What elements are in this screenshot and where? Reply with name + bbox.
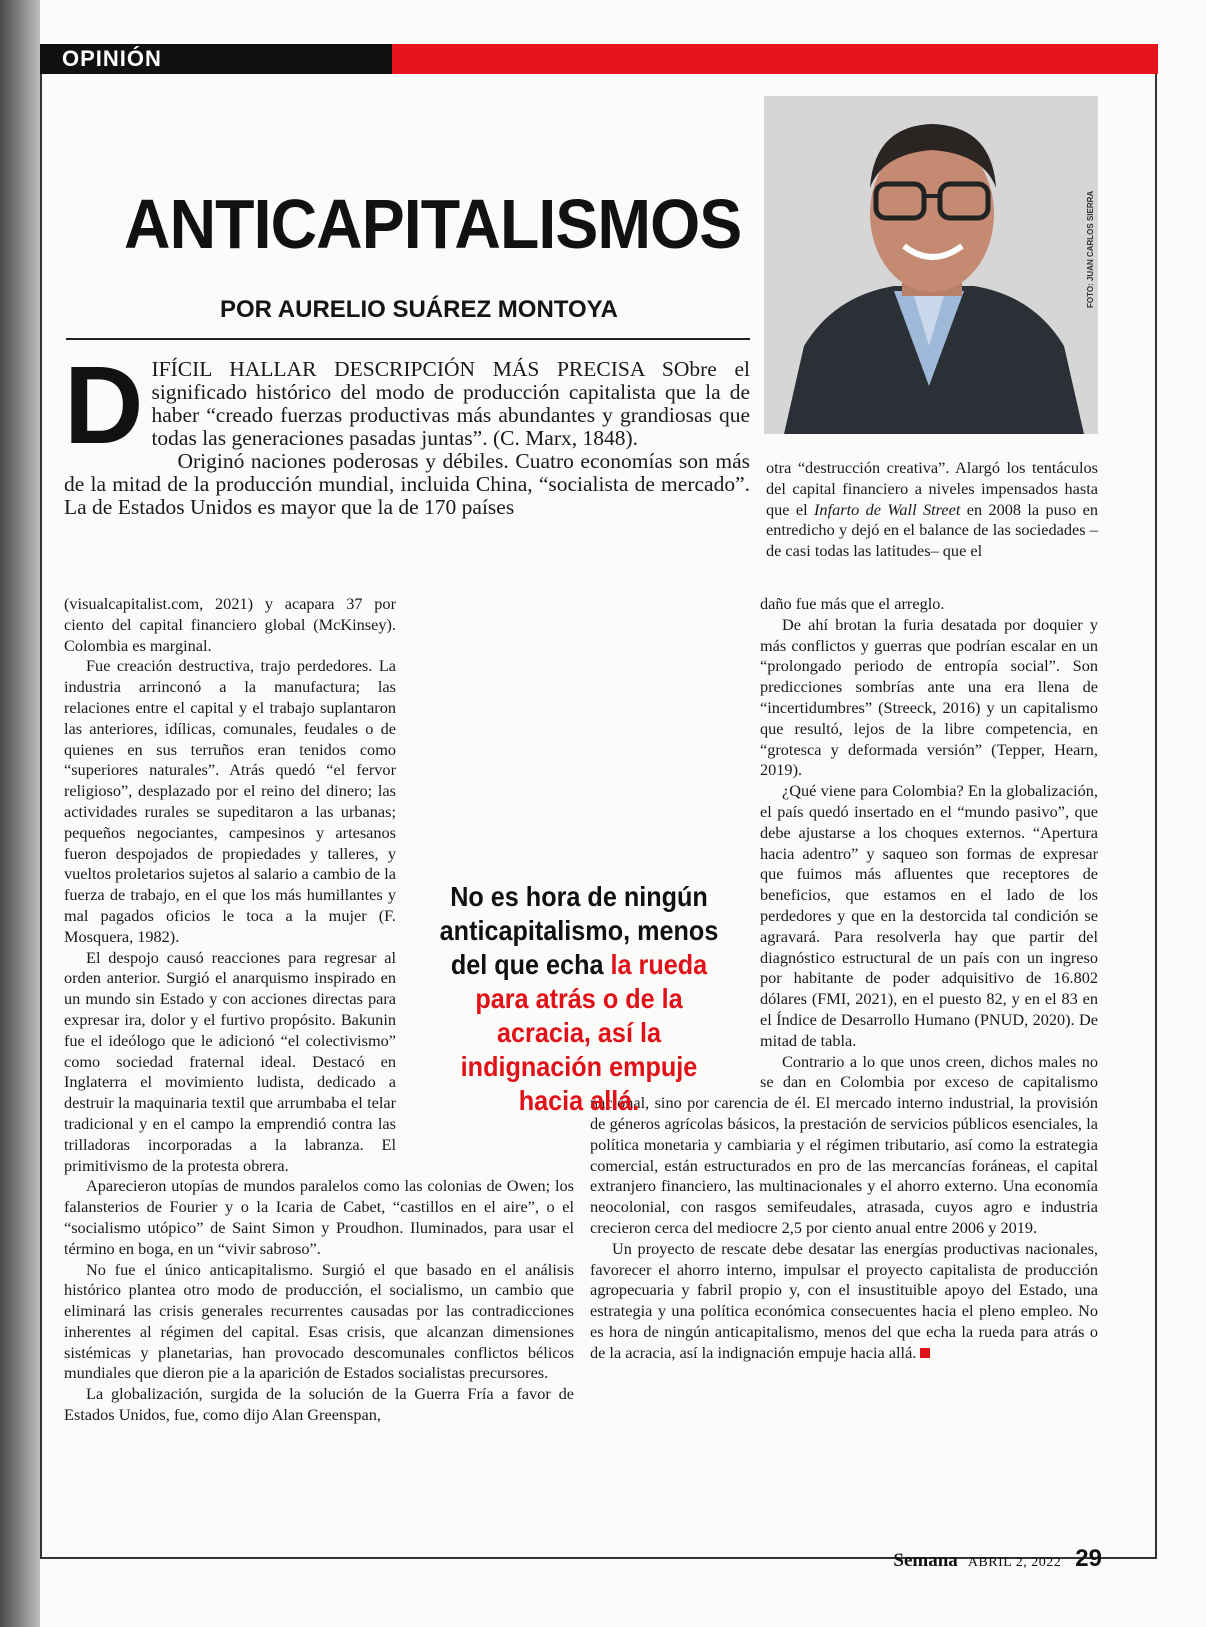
left-paragraph: La globalización, surgida de la solución de la Guerra Fría a favor de Estados Unidos, fue, como dijo Alan Greenspan,	[64, 1384, 574, 1425]
right-paragraph: De ahí brotan la furia desatada por doquier y más conflictos y guerras que podrían escalar en un “prolongado periodo de entropía social”. Son predicciones sombrías ante una era llena de “incertidumbres” (Streeck, 2016) y un capitalismo que resultó, lejos de la libre competencia, en “grotesca y deformada versión” (Tepper, Hearn, 2019).	[760, 614, 1098, 780]
photo-credit: FOTO: JUAN CARLOS SIERRA	[1086, 190, 1095, 308]
left-paragraph: Fue creación destructiva, trajo perdedores. La industria arrinconó a la manufactura; las relaciones entre el capital y el trabajo suplantaron las anteriores, idílicas, comunales, feudales o de quienes en sus terruños eran tenidos como “superiores naturales”. Atrás quedó “el fervor religioso”, desplazado por el reino del dinero; las actividades rurales se supeditaron a las urbanas; pequeños negociantes, campesinos y artesanos fueron despojados de propiedades y talleres, y vueltos proletarios sujetos al salario a cambio de la fuerza de trabajo, en el que los más humillantes y mal pagados oficios le toca a la mujer (F. Mosquera, 1982).	[64, 656, 396, 946]
closing-text: Un proyecto de rescate debe desatar las energías productivas nacionales, favorecer el ahorro interno, impulsar el proyecto capitalista de producción agropecuaria y fabril propio y, con el insustituible apoyo del Estado, una estrategia y una política económica consecuentes hacia el pleno empleo. No es hora de ningún anticapitalismo, menos del que echa la rueda para atrás o de la acracia, así la indignación empuje hacia allá.	[590, 1238, 1098, 1362]
right-paragraph: daño fue más que el arreglo.	[760, 594, 945, 613]
top-right-column	[766, 458, 1098, 562]
lead-paragraphs	[64, 344, 750, 519]
top-right-text-rest: en 2008 la puso en entredicho y dejó en el balance de las sociedades –de casi todas las latitudes– que el	[766, 499, 1098, 561]
pullquote-black: No es hora de ningún anticapitalismo, menos del que echa	[439, 881, 719, 980]
end-mark-icon	[920, 1348, 930, 1358]
right-paragraph: ¿Qué viene para Colombia? En la globalización, el país quedó insertado en el “mundo pasivo”, que debe ajustarse a los choques externos. “Apertura hacia adentro” y saqueo son formas de expresar que fuimos más afluentes que receptores de beneficios, que estamos en el lado de los perdedores y que en la destorcida tal condición se agravará. Para resolverla hay que partir del diagnóstico estructural de un país con un ingreso por habitante de poder adquisitivo de 16.802 dólares (FMI, 2021), en el puesto 82, y en el 83 en el Índice de Desarrollo Humano (PNUD, 2020). De mitad de tabla.	[760, 781, 1098, 1050]
top-right-text: otra “destrucción creativa”. Alargó los tentáculos del capital financiero a niveles impensados hasta que el	[766, 458, 1098, 519]
page-footer	[893, 1545, 1102, 1573]
page-gutter-shadow	[0, 0, 40, 1627]
right-paragraph: Contrario a lo que unos creen, dichos males no se dan en Colombia por exceso de capitalismo nacional, sino por carencia de él. El mercado interno industrial, la provisión de géneros agrícolas básicos, la prestación de servicios públicos esenciales, la política monetaria y cambiaria y el régimen tributario, así como la estrategia comercial, están estructurados en pro de las mercancías foráneas, el capital extranjero financiero, las multinacionales y el ahorro externo. Una economía neocolonial, con rasgos semifeudales, atrasada, cuyos agro e industria crecieron cerca del mediocre 2,5 por ciento anual entre 2006 y 2019.	[590, 1051, 1098, 1237]
lead-paragraph-1-text: IFÍCIL HALLAR DESCRIPCIÓN MÁS PRECISA SObre el significado histórico del modo de producción capitalista que la de haber “creado fuerzas productivas más abundantes y grandiosas que todas las generaciones pasadas juntas”. (C. Marx, 1848).	[151, 357, 750, 450]
pullquote	[431, 880, 728, 1118]
lead-paragraph-2: Originó naciones poderosas y débiles. Cuatro economías son más de la mitad de la producción mundial, incluida China, “socialista de mercado”. La de Estados Unidos es mayor que la de 170 países	[64, 449, 750, 519]
left-paragraph: El despojo causó reacciones para regresar al orden anterior. Surgió el anarquismo inspirado en un mundo sin Estado y con acciones directas para expresar ira, dolor y el furtivo propósito. Bakunin fue el ideólogo que le adicionó “el colectivismo” como sociedad fraternal ideal. Destacó en Inglaterra el movimiento ludista, dedicado a destruir la maquinaria textil que arrumbaba el telar tradicional y en el campo la emprendió contra las trilladoras incorporadas a la labranza. El primitivismo de la protesta obrera.	[64, 947, 396, 1175]
headline: ANTICAPITALISMOS	[124, 185, 742, 263]
portrait-illustration	[764, 96, 1098, 434]
left-paragraph: No fue el único anticapitalismo. Surgió el que basado en el análisis histórico plantea otro modo de producción, el socialismo, un cambio que eliminará las crisis generales recurrentes causadas por las contradicciones inherentes al régimen del capital. Esas crisis, que alcanzan dimensiones sistémicas y planetarias, han provocado descomunales conflictos bélicos mundiales que dieron pie a la aparición de Estados socialistas precursores.	[64, 1259, 574, 1383]
right-paragraph	[590, 1239, 1098, 1364]
section-bar	[40, 44, 1158, 74]
section-tag: OPINIÓN	[40, 44, 392, 74]
author-photo	[764, 96, 1098, 434]
left-paragraph: (visualcapitalist.com, 2021) y acapara 37 por ciento del capital financiero global (McKinsey). Colombia es marginal.	[64, 594, 396, 655]
byline: POR AURELIO SUÁREZ MONTOYA	[220, 296, 618, 323]
issue-date: ABRIL 2, 2022	[967, 1555, 1062, 1570]
pullquote-red: la rueda para atrás o de la acracia, así la indignación empuje hacia allá.	[460, 949, 708, 1116]
page-number: 29	[1075, 1545, 1102, 1572]
top-right-paragraph	[766, 458, 1098, 562]
top-right-italic: Infarto de Wall Street	[814, 499, 961, 519]
left-paragraph: Aparecieron utopías de mundos paralelos como las colonias de Owen; los falansterios de Fourier y o la Icaria de Cabet, “castillos en el aire”, o el “socialismo utópico” de Saint Simon y Proudhon. Iluminados, para usar el término en boga, en un “vivir sabroso”.	[64, 1176, 574, 1258]
drop-cap: D	[64, 344, 144, 467]
byline-rule	[66, 338, 750, 340]
magazine-name: Semana	[893, 1550, 958, 1571]
magazine-page	[40, 0, 1206, 1627]
lead-paragraph-1	[64, 344, 750, 467]
